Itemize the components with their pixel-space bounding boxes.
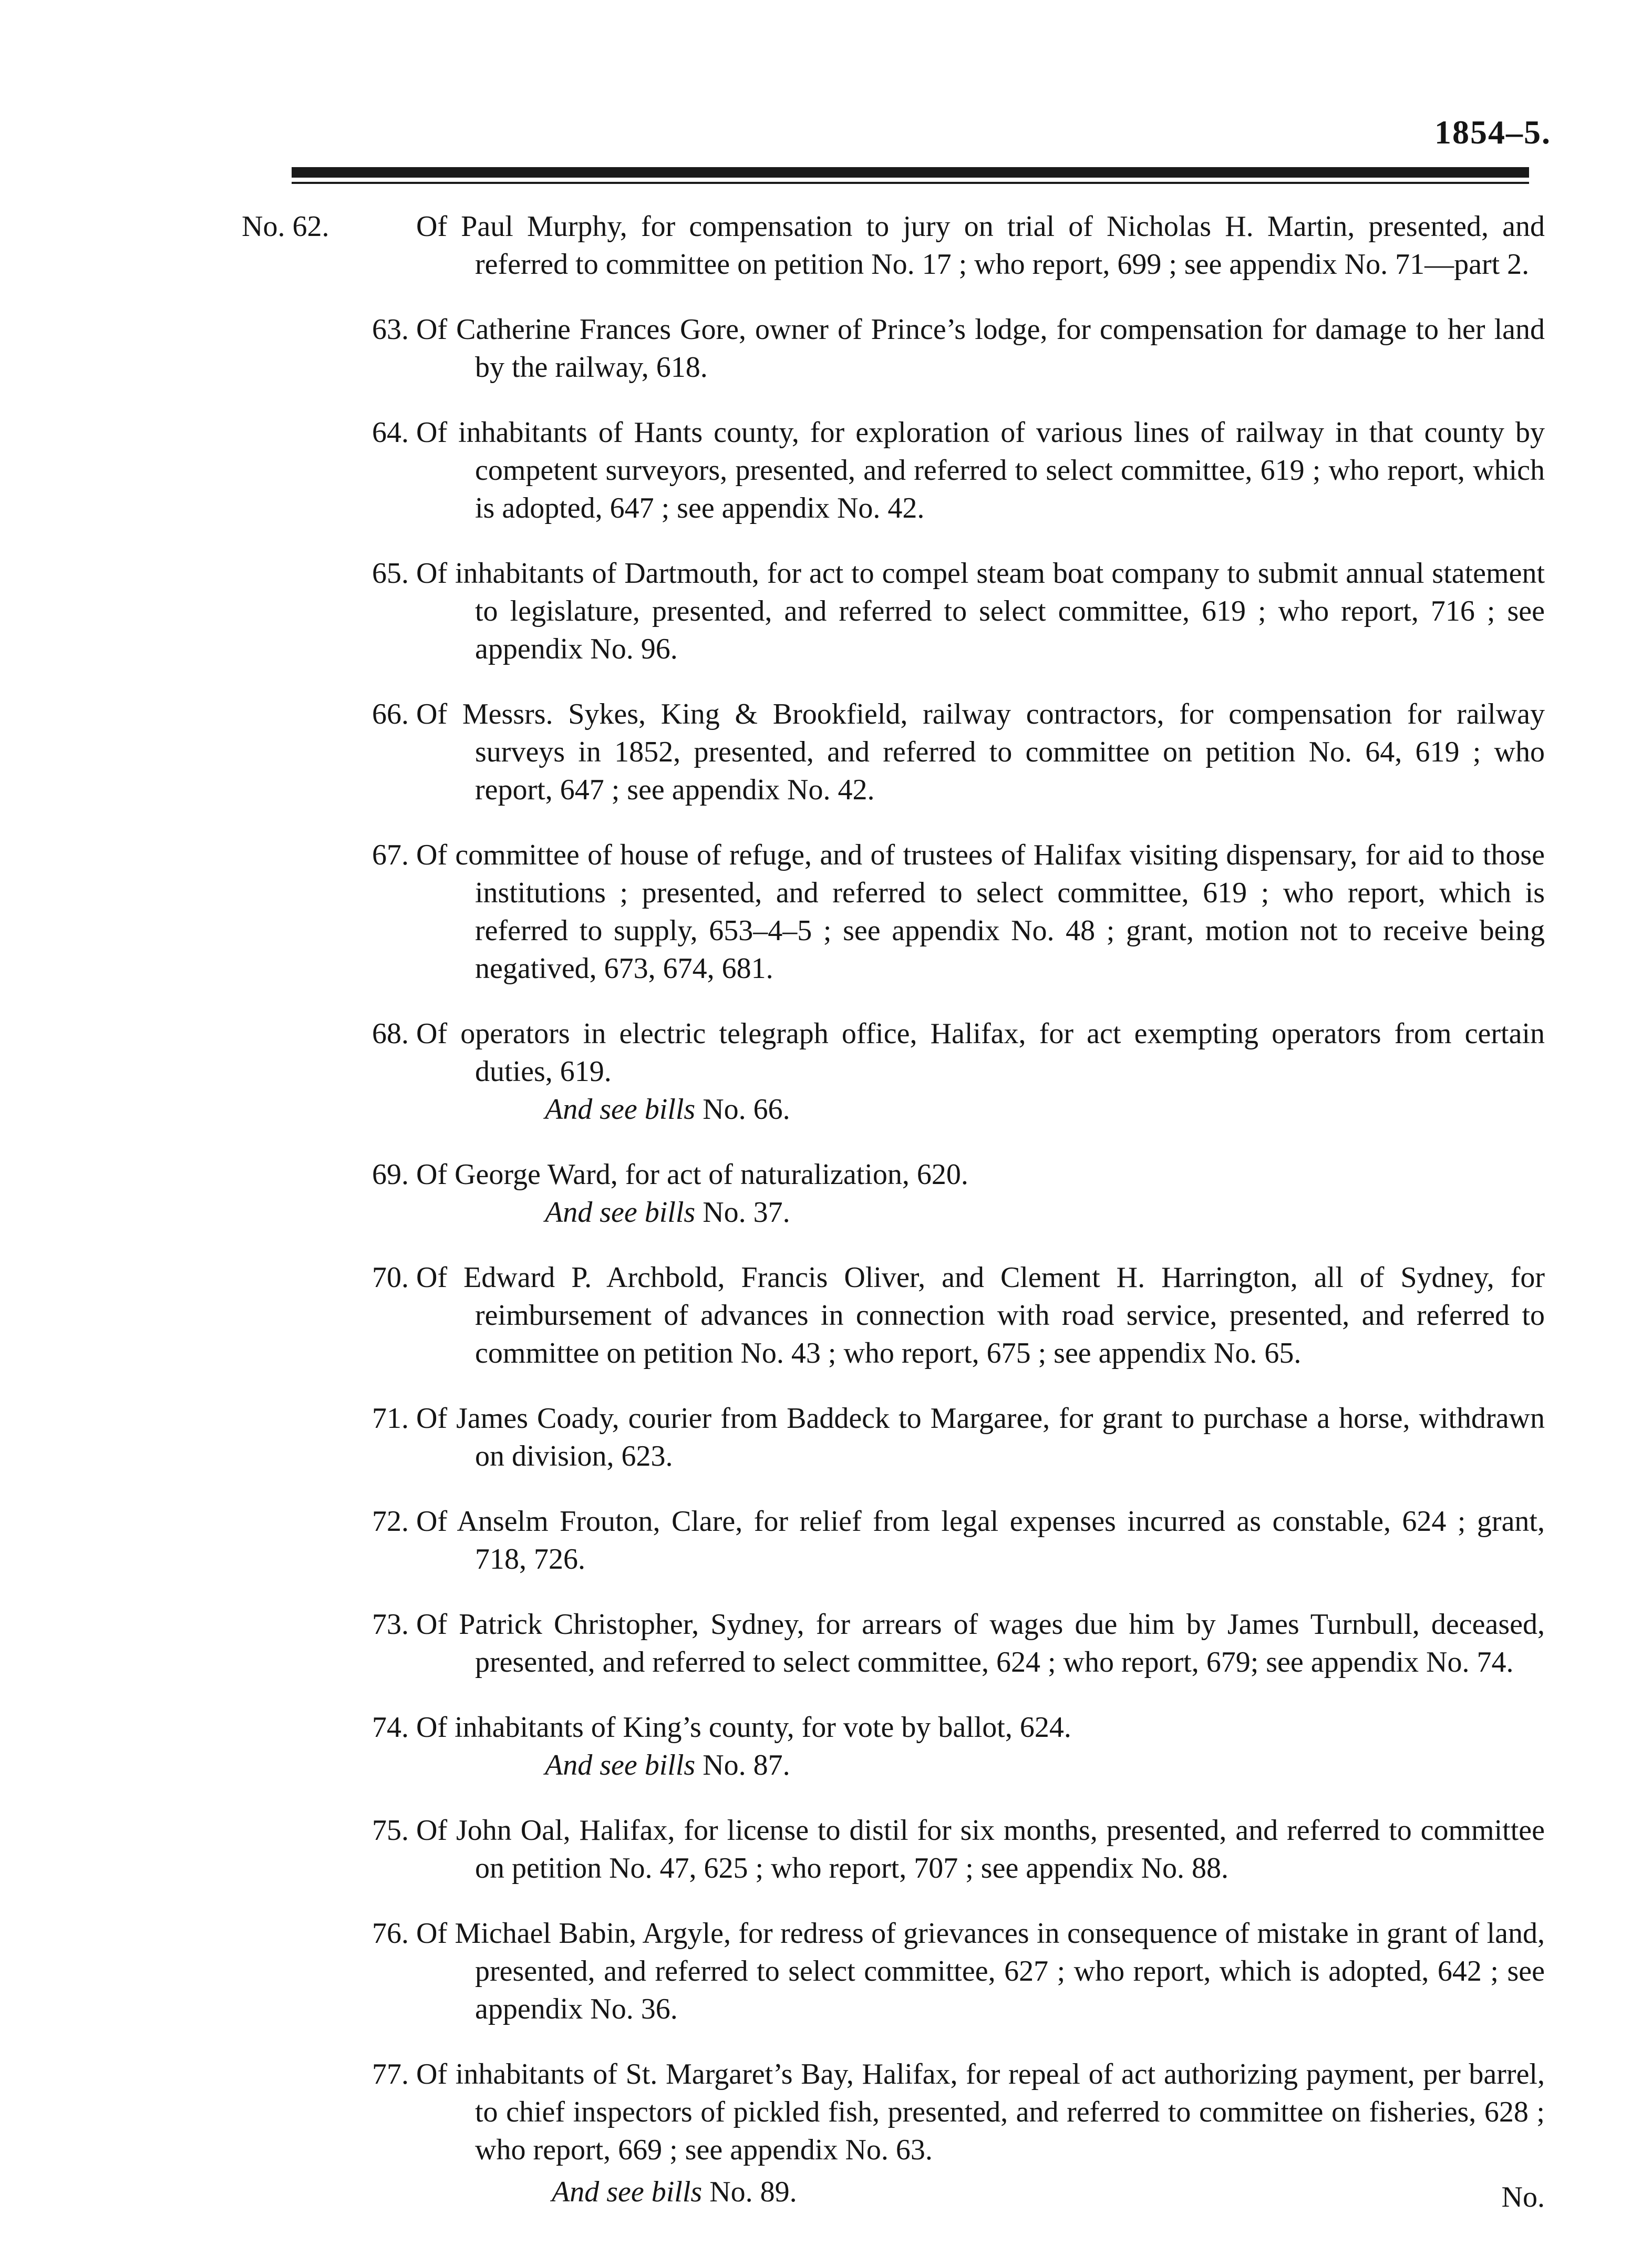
entry-number: 67.: [372, 839, 409, 871]
petition-entry: [242, 1259, 1545, 1372]
entry-text: Of committee of house of refuge, and of trustees of Halifax visiting dispensary, for aid to those institutions ; presented, and referred to select committee, 619 ; who report, which is referred to supply, 653–4–5 ; see appendix No. 48 ; grant, motion not to receive being negatived, 673, 674, 681.: [416, 839, 1545, 985]
cross-reference-label: And see bills: [545, 1196, 696, 1229]
petition-entry: [242, 1914, 1545, 2028]
cross-reference: [416, 1090, 1545, 1128]
entry-text: Of Catherine Frances Gore, owner of Prince’s lodge, for compensation for damage to her land by the railway, 618.: [416, 313, 1545, 384]
entry-text: Of Anselm Frouton, Clare, for relief from legal expenses incurred as constable, 624 ; grant, 718, 726.: [416, 1505, 1545, 1576]
petition-entry: [242, 1502, 1545, 1578]
entry-text: Of operators in electric telegraph office, Halifax, for act exempting operators from certain duties, 619.: [416, 1017, 1545, 1088]
petition-entry: [242, 414, 1545, 527]
petition-entry: [242, 1811, 1545, 1887]
entry-number: 73.: [372, 1608, 409, 1641]
petition-entry: [242, 1156, 1545, 1231]
header-rule-thin: [292, 182, 1529, 184]
entry-text: Of George Ward, for act of naturalization, 620.: [416, 1158, 968, 1191]
entry-text: Of inhabitants of King’s county, for vote by ballot, 624.: [416, 1711, 1071, 1744]
page-footer: [242, 2173, 1545, 2211]
entry-text: Of inhabitants of Hants county, for exploration of various lines of railway in that county by competent surveyors, presented, and referred to select committee, 619 ; who report, which is adopted, 647 ; see appendix No. 42.: [416, 416, 1545, 524]
entry-text: Of inhabitants of Dartmouth, for act to compel steam boat company to submit annual statement to legislature, presented, and referred to select committee, 619 ; who report, 716 ; see appendix No. 96.: [416, 557, 1545, 665]
entry-text: Of John Oal, Halifax, for license to distil for six months, presented, and referred to committee on petition No. 47, 625 ; who report, 707 ; see appendix No. 88.: [416, 1814, 1545, 1885]
header-rule-thick: [292, 167, 1529, 178]
petition-entry: [242, 695, 1545, 809]
cross-reference-number: No. 87.: [703, 1749, 790, 1782]
entry-number: 69.: [372, 1158, 409, 1191]
petition-entry: [242, 1015, 1545, 1128]
entry-number: 71.: [372, 1402, 409, 1435]
petition-entry: [242, 2055, 1545, 2169]
entry-number: 68.: [372, 1017, 409, 1050]
cross-reference: [416, 1746, 1545, 1784]
cross-reference-number: No. 37.: [703, 1196, 790, 1229]
entry-text: Of Paul Murphy, for compensation to jury on trial of Nicholas H. Martin, presented, and referred to committee on petition No. 17 ; who report, 699 ; see appendix No. 71—part 2.: [416, 210, 1545, 281]
cross-reference-label: And see bills: [552, 2176, 703, 2208]
entry-number: 66.: [372, 698, 409, 730]
entry-number: 74.: [372, 1711, 409, 1744]
entry-number: 72.: [372, 1505, 409, 1538]
entry-text: Of Michael Babin, Argyle, for redress of grievances in consequence of mistake in grant of land, presented, and referred to select committee, 627 ; who report, which is adopted, 642 ; see appendix No. 36.: [416, 1917, 1545, 2025]
entry-number: 70.: [372, 1261, 409, 1294]
cross-reference-number: No. 66.: [703, 1093, 790, 1126]
petition-list: [242, 208, 1545, 2211]
entry-text: Of inhabitants of St. Margaret’s Bay, Halifax, for repeal of act authorizing payment, per barrel, to chief inspectors of pickled fish, presented, and referred to committee on fisheries, 628 ; who report, 669 ; see appendix No. 63.: [416, 2058, 1545, 2166]
petition-entry: [242, 208, 1545, 283]
entry-number: 64.: [372, 416, 409, 449]
entry-number: 63.: [372, 313, 409, 346]
entry-text: Of Messrs. Sykes, King & Brookfield, railway contractors, for compensation for railway surveys in 1852, presented, and referred to committee on petition No. 64, 619 ; who report, 647 ; see appendix No. 42.: [416, 698, 1545, 806]
cross-reference-label: And see bills: [545, 1749, 696, 1782]
cross-reference: [242, 2176, 797, 2208]
entry-number: 76.: [372, 1917, 409, 1950]
entry-number: 75.: [372, 1814, 409, 1847]
cross-reference-number: No. 89.: [709, 2176, 797, 2208]
entry-number: 77.: [372, 2058, 409, 2091]
petition-entry: [242, 311, 1545, 386]
cross-reference-label: And see bills: [545, 1093, 696, 1126]
petition-entry: [242, 554, 1545, 668]
petition-entry: [242, 1399, 1545, 1475]
petition-entry: [242, 836, 1545, 987]
catchword: No.: [1501, 2181, 1545, 2213]
entry-number: 65.: [372, 557, 409, 590]
page-header-year: 1854–5.: [1434, 114, 1551, 151]
petition-entry: [242, 1708, 1545, 1784]
entry-text: Of James Coady, courier from Baddeck to Margaree, for grant to purchase a horse, withdrawn on division, 623.: [416, 1402, 1545, 1473]
entry-text: Of Patrick Christopher, Sydney, for arrears of wages due him by James Turnbull, deceased, presented, and referred to select committee, 624 ; who report, 679; see appendix No. 74.: [416, 1608, 1545, 1679]
cross-reference: [416, 1193, 1545, 1231]
entry-number: No. 62.: [242, 210, 329, 243]
entry-text: Of Edward P. Archbold, Francis Oliver, and Clement H. Harrington, all of Sydney, for reimbursement of advances in connection with road service, presented, and referred to committee on petition No. 43 ; who report, 675 ; see appendix No. 65.: [416, 1261, 1545, 1370]
petition-entry: [242, 1605, 1545, 1681]
